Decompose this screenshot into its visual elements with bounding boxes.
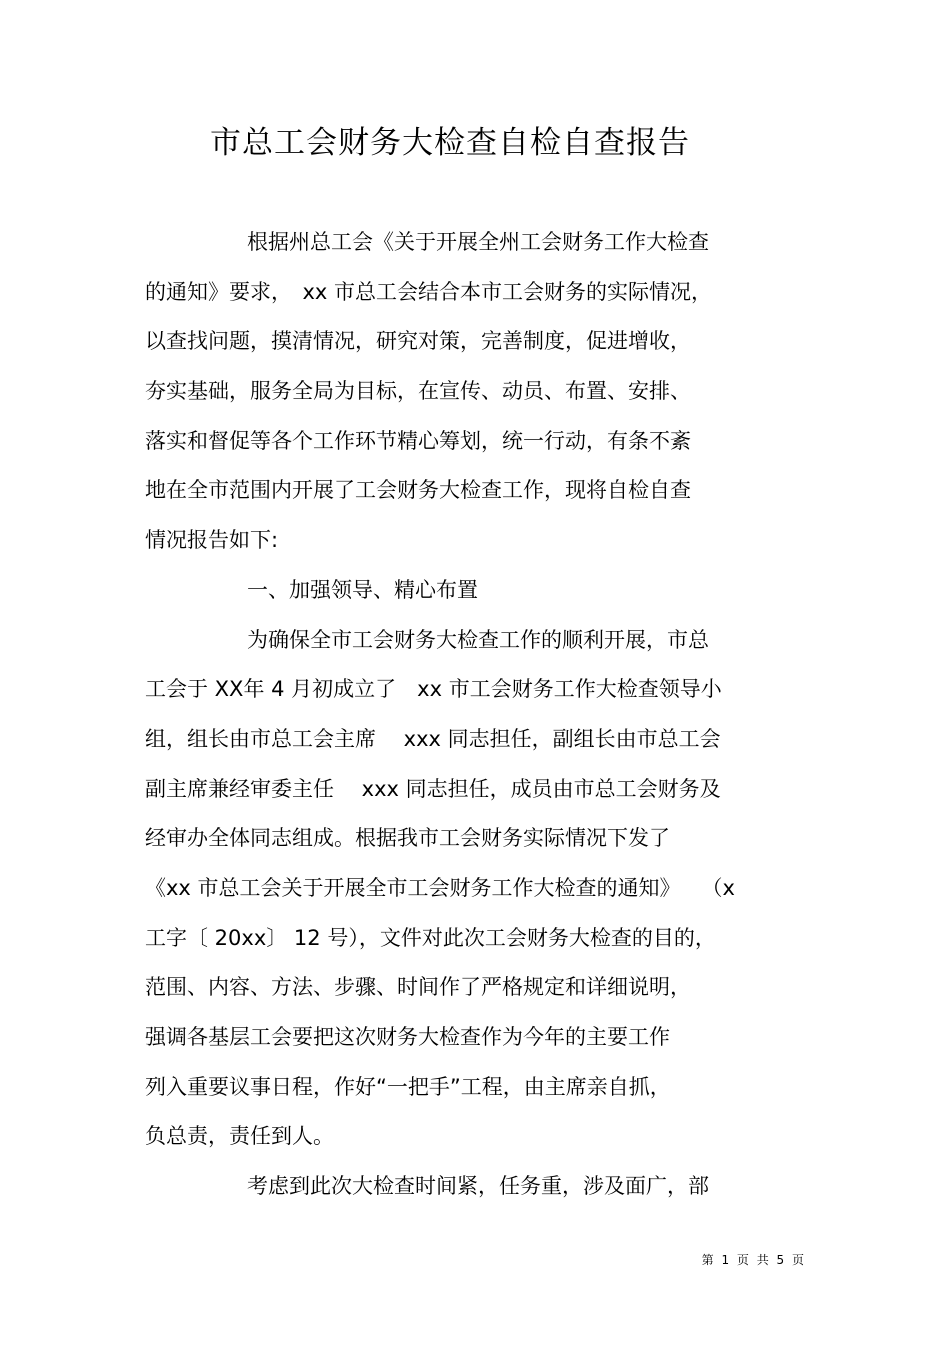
body-line: 范围、内容、方法、步骤、时间作了严格规定和详细说明， [145, 975, 691, 1000]
body-line: 落实和督促等各个工作环节精心筹划，统一行动，有条不紊 [145, 428, 691, 453]
body-line: 为确保全市工会财务大检查工作的顺利开展，市总 [247, 627, 709, 652]
document-title: 市总工会财务大检查自检自查报告 [210, 125, 690, 161]
body-line: 工会于 XX年 4 月初成立了 xx 市工会财务工作大检查领导小 [145, 677, 722, 702]
body-line: 根据州总工会《关于开展全州工会财务工作大检查 [247, 230, 709, 254]
body-line: 的通知》要求， xx 市总工会结合本市工会财务的实际情况， [145, 279, 713, 304]
body-line: 夯实基础，服务全局为目标，在宣传、动员、布置、安排、 [145, 379, 691, 404]
body-line: 强调各基层工会要把这次财务大检查作为今年的主要工作 [145, 1025, 670, 1049]
document-body [145, 218, 825, 1212]
body-line: 一、加强领导、精心布置 [247, 577, 478, 602]
body-line: 经审办全体同志组成。根据我市工会财务实际情况下发了 [145, 826, 670, 851]
body-line: 情况报告如下: [145, 528, 279, 553]
body-line: 副主席兼经审委主任 xxx 同志担任，成员由市总工会财务及 [145, 776, 721, 801]
body-line: 列入重要议事日程，作好“一把手”工程，由主席亲自抓， [145, 1074, 671, 1099]
body-line: 《xx 市总工会关于开展全市工会财务工作大检查的通知》 （x [145, 875, 735, 900]
body-line: 负总责，责任到人。 [145, 1124, 334, 1149]
body-line: 考虑到此次大检查时间紧，任务重，涉及面广，部 [247, 1174, 709, 1199]
body-line: 以查找问题，摸清情况，研究对策，完善制度，促进增收， [145, 329, 691, 354]
body-line: 组，组长由市总工会主席 xxx 同志担任，副组长由市总工会 [145, 726, 721, 751]
page-number: 第 1 页 共 5 页 [701, 1253, 806, 1267]
body-line: 工字〔 20xx〕 12 号），文件对此次工会财务大检查的目的， [145, 925, 716, 950]
body-line: 地在全市范围内开展了工会财务大检查工作，现将自检自查 [145, 478, 691, 503]
